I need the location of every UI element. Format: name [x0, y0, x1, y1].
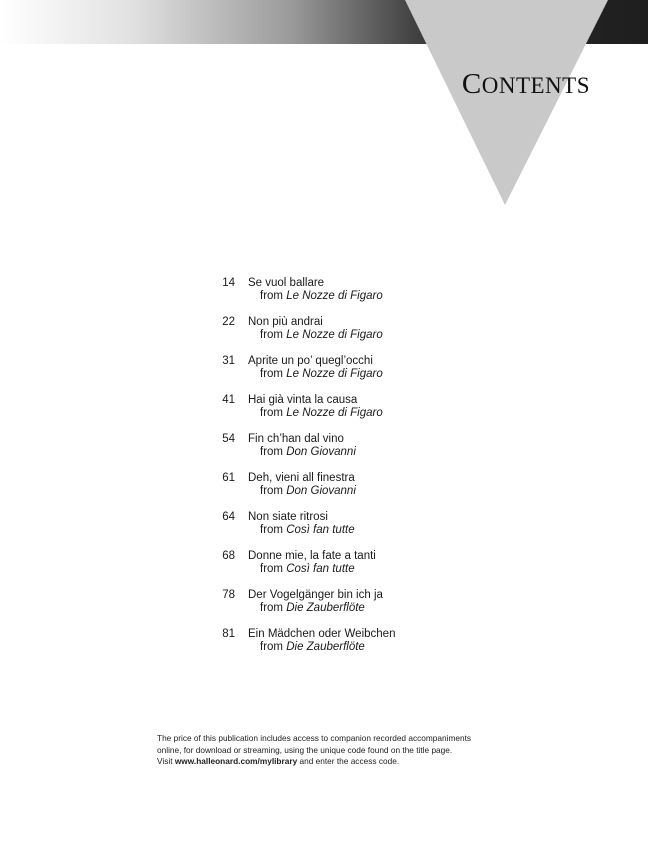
toc-source [260, 563, 355, 576]
toc-page-number: 31 [222, 355, 235, 367]
toc-source [260, 602, 365, 615]
toc-from-label: from [260, 485, 283, 497]
toc-entry[interactable] [210, 589, 510, 628]
toc-entry[interactable] [210, 511, 510, 550]
toc-entry[interactable] [210, 277, 510, 316]
toc-song-title: Aprite un po’ quegl’occhi [248, 355, 373, 367]
toc-source [260, 290, 383, 303]
toc-page-number: 41 [222, 394, 235, 406]
notice-line-2: online, for download or streaming, using the unique code found on the title page. [157, 744, 453, 755]
toc-song-title: Se vuol ballare [248, 277, 325, 289]
toc-from-label: from [260, 329, 283, 341]
toc-source [260, 368, 383, 381]
notice-line-1: The price of this publication includes access to companion recorded accompaniments [157, 733, 472, 743]
toc-song-title: Fin ch’han dal vino [248, 433, 344, 445]
toc-entry[interactable] [210, 433, 510, 472]
toc-page-number: 22 [222, 316, 235, 328]
page-title [462, 68, 590, 101]
notice-line-3 [157, 756, 537, 768]
toc-song-title: Ein Mädchen oder Weibchen [248, 628, 396, 640]
access-notice [157, 733, 537, 768]
toc-from-label: from [260, 368, 283, 380]
toc-song-title: Deh, vieni all finestra [248, 472, 355, 484]
toc-opera-title: Le Nozze di Figaro [286, 329, 383, 341]
toc-opera-title: Die Zauberflöte [286, 602, 365, 614]
toc-entry[interactable] [210, 316, 510, 355]
toc-from-label: from [260, 641, 283, 653]
toc-entry[interactable] [210, 628, 510, 667]
toc-entry[interactable] [210, 472, 510, 511]
toc-song-title: Non più andrai [248, 316, 323, 328]
toc-page-number: 64 [222, 511, 235, 523]
toc-entry[interactable] [210, 550, 510, 589]
library-url-link[interactable]: www.halleonard.com/mylibrary [174, 756, 298, 766]
toc-page-number: 14 [222, 277, 235, 289]
toc-opera-title: Don Giovanni [286, 485, 356, 497]
toc-song-title: Non siate ritrosi [248, 511, 328, 523]
toc-from-label: from [260, 602, 283, 614]
toc-opera-title: Le Nozze di Figaro [286, 407, 383, 419]
toc-from-label: from [260, 407, 283, 419]
toc-from-label: from [260, 290, 283, 302]
toc-page-number: 61 [222, 472, 235, 484]
toc-source [260, 641, 365, 654]
toc-page-number: 54 [222, 433, 235, 445]
toc-source [260, 524, 355, 537]
table-of-contents [210, 277, 510, 667]
toc-from-label: from [260, 563, 283, 575]
title-initial: C [461, 68, 482, 100]
triangle-shape [405, 0, 608, 205]
title-rest: ONTENTS [481, 73, 590, 98]
decorative-triangle [0, 0, 648, 220]
toc-song-title: Hai già vinta la causa [248, 394, 358, 406]
toc-song-title: Donne mie, la fate a tanti [248, 550, 376, 562]
toc-entry[interactable] [210, 355, 510, 394]
toc-page-number: 68 [222, 550, 235, 562]
toc-from-label: from [260, 524, 283, 536]
toc-entry[interactable] [210, 394, 510, 433]
toc-opera-title: Le Nozze di Figaro [286, 368, 383, 380]
toc-opera-title: Don Giovanni [286, 446, 356, 458]
toc-source [260, 407, 383, 420]
notice-visit-text: Visit [157, 756, 175, 766]
toc-opera-title: Così fan tutte [286, 524, 355, 536]
toc-page-number: 81 [222, 628, 235, 640]
toc-source [260, 446, 356, 459]
notice-access-text: and enter the access code. [297, 756, 400, 766]
toc-opera-title: Così fan tutte [286, 563, 355, 575]
toc-opera-title: Le Nozze di Figaro [286, 290, 383, 302]
toc-song-title: Der Vogelgänger bin ich ja [248, 589, 383, 601]
toc-source [260, 329, 383, 342]
toc-opera-title: Die Zauberflöte [286, 641, 365, 653]
toc-from-label: from [260, 446, 283, 458]
toc-source [260, 485, 356, 498]
toc-page-number: 78 [222, 589, 235, 601]
